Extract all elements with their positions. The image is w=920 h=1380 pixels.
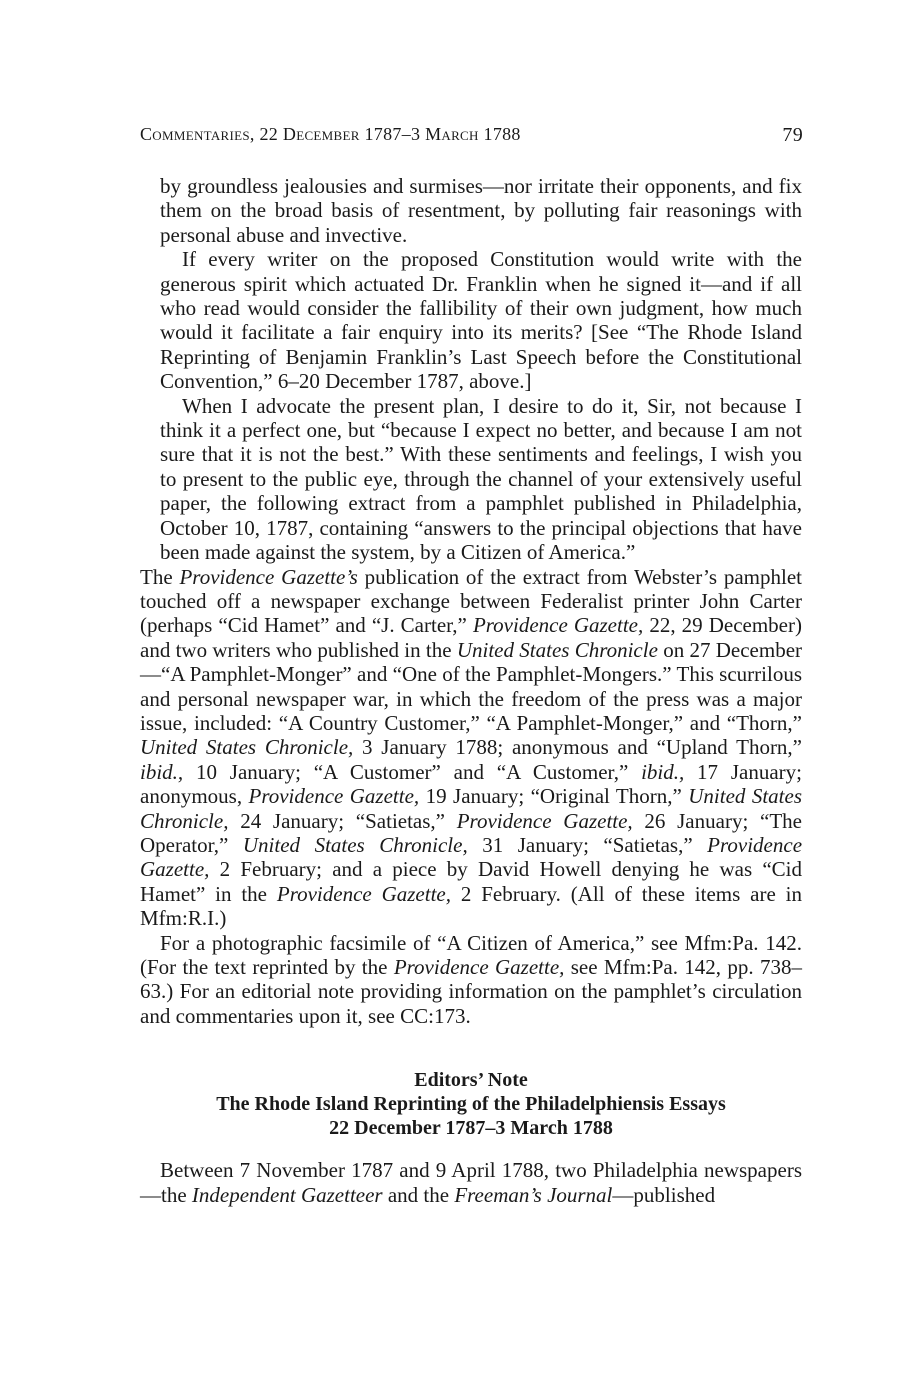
editors-note-label: Editors’ Note — [414, 1069, 528, 1092]
letter-paragraph: If every writer on the proposed Constitution would write with the generous spirit which actuated Dr. Franklin when he signed it—and if all who read would consider the fallibility of their own judgment, how much would it facilitate a fair enquiry into its merits? [See “The Rhode Island Reprinting of Benjamin Franklin’s Last Speech before the Constitutional Convention,” 6–20 December 1787, above.] — [160, 247, 802, 394]
section-spacer — [160, 1028, 802, 1068]
editorial-paragraph: For a photographic facsimile of “A Citizen of America,” see Mfm:Pa. 142. (For the text reprinted by the Providence Gazette, see Mfm:Pa. 142, pp. 738–63.) For an editorial note providing information on the pamphlet’s circulation and commentaries upon it, see CC:173. — [140, 930, 802, 1028]
running-head — [140, 124, 803, 148]
page-number: 79 — [782, 124, 803, 146]
editors-note-dates: 22 December 1787–3 March 1788 — [329, 1117, 613, 1140]
editors-note-title: The Rhode Island Reprinting of the Philadelphiensis Essays — [216, 1093, 726, 1116]
letter-paragraph: by groundless jealousies and surmises—nor irritate their opponents, and fix them on the broad basis of resentment, by polluting fair reasonings with personal abuse and invective. — [160, 174, 802, 247]
running-head-title: Commentaries, 22 December 1787–3 March 1788 — [140, 124, 521, 144]
editorial-paragraph: The Providence Gazette’s publication of the extract from Webster’s pamphlet touched off a newspaper exchange between Federalist printer John Carter (perhaps “Cid Hamet” and “J. Carter,” Providence Gazette, 22, 29 December) and two writers who published in the United States Chronicle on 27 December—“A Pamphlet-Monger” and “One of the Pamphlet-Mongers.” This scurrilous and personal newspaper war, in which the freedom of the press was a major issue, included: “A Country Customer,” “A Pamphlet-Monger,” and “Thorn,” United States Chronicle, 3 January 1788; anonymous and “Upland Thorn,” ibid., 10 January; “A Customer” and “A Customer,” ibid., 17 January; anonymous, Providence Gazette, 19 January; “Original Thorn,” United States Chronicle, 24 January; “Satietas,” Providence Gazette, 26 January; “The Operator,” United States Chronicle, 31 January; “Satietas,” Providence Gazette, 2 February; and a piece by David Howell denying he was “Cid Hamet” in the Providence Gazette, 2 February. (All of these items are in Mfm:R.I.) — [140, 564, 803, 931]
body-text — [140, 174, 803, 1207]
editorial-paragraph: Between 7 November 1787 and 9 April 1788, two Philadelphia newspapers—the Independent Gazetteer and the Freeman’s Journal—published — [140, 1158, 802, 1207]
letter-paragraph: When I advocate the present plan, I desire to do it, Sir, not because I think it a perfect one, but “because I expect no better, and because I am not sure that it is not the best.” With these sentiments and feelings, I wish you to present to the public eye, through the channel of your extensively useful paper, the following extract from a pamphlet published in Philadelphia, October 10, 1787, containing “answers to the principal objections that have been made against the system, by a Citizen of America.” — [160, 393, 802, 565]
section-spacer — [160, 1140, 802, 1158]
